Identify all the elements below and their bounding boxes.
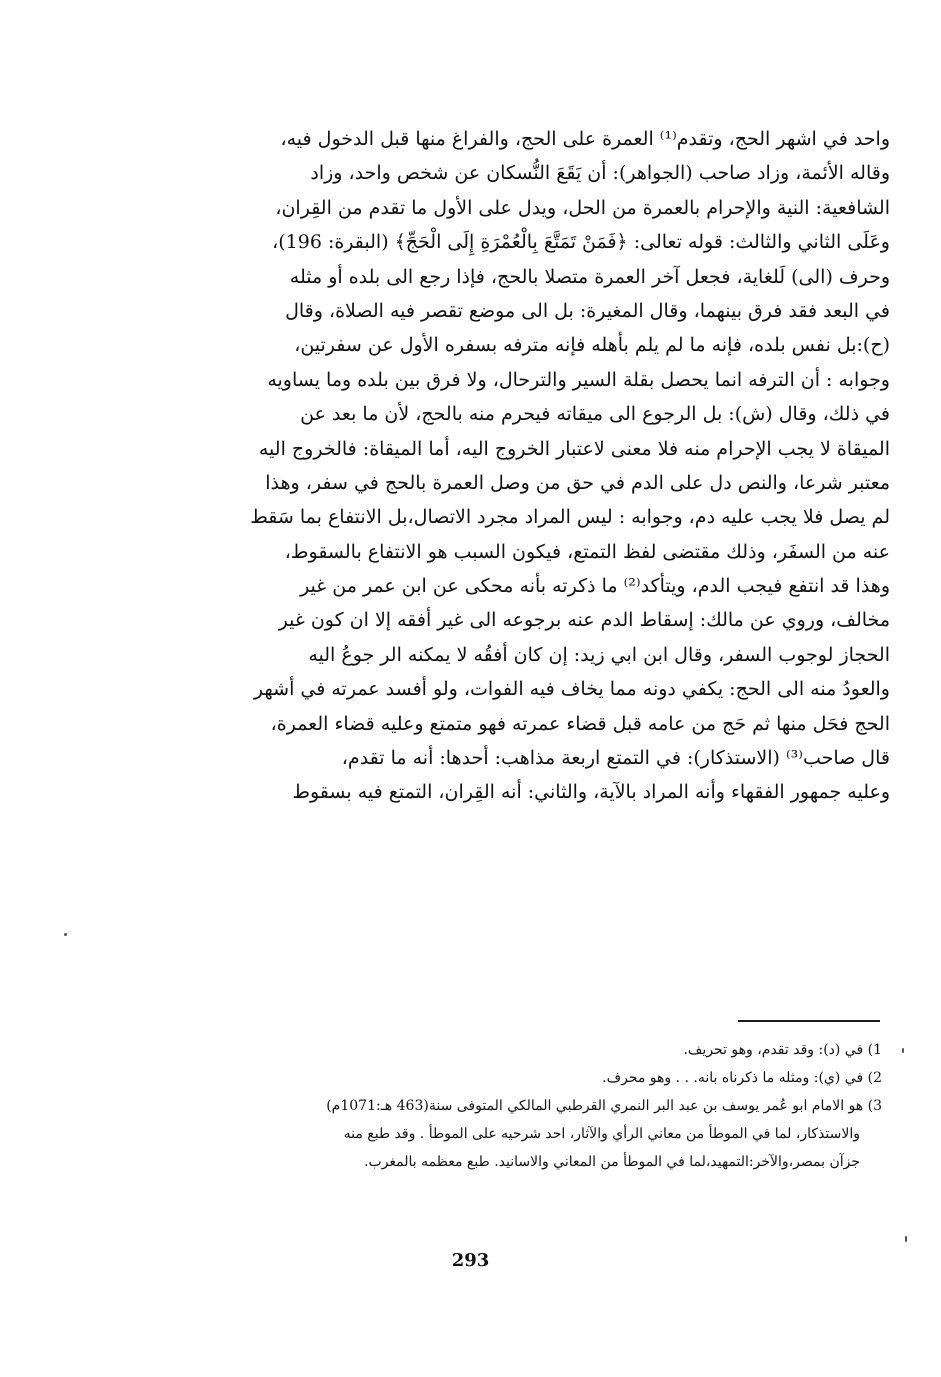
body-line: الشافعية: النية والإحرام بالعمرة من الحل، ويدل على الأول ما تقدم من القِران،: [275, 196, 890, 219]
footnotes: [170, 1036, 882, 1176]
footnote-2: 2) في (ي): ومثله ما ذكرناه بانه. . . وهو محرف.: [602, 1070, 882, 1086]
footnote-3-continued: والاستذكار، لما في الموطأ من معاني الرأي والآثار، احد شرحيه على الموطأ . وقد طبع منه: [343, 1126, 860, 1142]
body-line: واحد في اشهر الحج، وتقدم⁽¹⁾ العمرة على الحج، والفراغ منها قبل الدخول فيه،: [280, 128, 890, 150]
body-line: وجوابه : أن الترفه انما يحصل بقلة السير والترحال، ولا فرق بين بلده وما يساويه: [267, 368, 890, 391]
body-line: وعليه جمهور الفقهاء وأنه المراد بالآية، والثاني: أنه القِران، التمتع فيه بسقوط: [292, 781, 890, 804]
body-line: قال صاحب⁽³⁾ (الاستذكار): في التمتع اربعة مذاهب: أحدها: أنه ما تقدم،: [341, 747, 890, 770]
body-line: وحرف (الى) لَلغاية، فجعل آخر العمرة متصلا بالحج، فإذا رجع الى بلده أو مثله: [289, 265, 890, 288]
footnote-3-continued: جزآن بمصر،والآخر:التمهيد،لما في الموطأ من المعاني والاسانيد. طبع معظمه بالمغرب.: [364, 1154, 860, 1170]
body-line: وعَلَى الثاني والثالث: قوله تعالى: ﴿فَمَنْ تَمَتَّعَ بِالْعُمْرَةِ إِلَى الْحَجِّ﴾ (البقرة: 196)،: [272, 231, 890, 254]
footnote-3: 3) هو الامام ابو عُمر يوسف بن عبد البر النمري القرطبي المالكي المتوفى سنة(463 هـ:1071م): [326, 1098, 882, 1114]
footnote-1: 1) في (د): وقد تقدم، وهو تحريف.: [683, 1042, 882, 1058]
body-line: الحجاز لوجوب السفر، وقال ابن ابي زيد: إن كان أفقُه لا يمكنه الر جوعُ اليه: [308, 643, 890, 666]
body-line: عنه من السفَر، وذلك مقتضى لفظ التمتع، فيكون السبب هو الانتفاع بالسقوط،: [284, 540, 890, 563]
footnote-separator: [738, 1020, 880, 1022]
body-line: والعودُ منه الى الحج: يكفي دونه مما يخاف فيه الفوات، ولو أفسد عمرته في أشهر: [253, 678, 890, 701]
page-number: 293: [451, 1250, 490, 1271]
body-line: لم يصل فلا يجب عليه دم، وجوابه : ليس المراد مجرد الاتصال،بل الانتفاع بما سَقط: [250, 506, 890, 529]
body-line: الميقاة لا يجب الإحرام منه فلا معنى لاعتبار الخروج اليه، أما الميقاة: فالخروج اليه: [258, 437, 890, 460]
scan-speck: [902, 1048, 904, 1053]
body-line: معتبر شرعا، والنص دل على الدم في حق من وصل العمرة بالحج في سفر، وهذا: [265, 471, 890, 494]
body-line: وقاله الأئمة، وزاد صاحب (الجواهر): أن يَقَعَ النُّسكان عن شخص واحد، وزاد: [310, 162, 890, 185]
scan-speck: [905, 1236, 907, 1242]
body-line: وهذا قد انتفع فيجب الدم، ويتأكد⁽²⁾ ما ذكرته بأنه محكى عن ابن عمر من غير: [300, 575, 890, 598]
main-body-text: [130, 122, 890, 810]
body-line: في ذلك، وقال (ش): بل الرجوع الى ميقاته فيحرم منه بالحج، لأن ما بعد عن: [300, 403, 890, 426]
body-line: (ح):بل نفس بلده، فإنه ما لم يلم بأهله فإنه مترفه بسفره الأول عن سفرتين،: [294, 334, 890, 357]
body-line: مخالف، وروي عن مالك: إسقاط الدم عنه برجوعه الى غير أفقه إلا ان كون غير: [278, 609, 890, 632]
body-line: الحج فحَل منها ثم حَج من عامه قبل قضاء عمرته فهو متمتع وعليه قضاء العمرة،: [270, 712, 890, 735]
body-line: في البعد فقد فرق بينهما، وقال المغيرة: بل الى موضع تقصر فيه الصلاة، وقال: [285, 299, 890, 322]
scan-speck: [64, 933, 67, 936]
